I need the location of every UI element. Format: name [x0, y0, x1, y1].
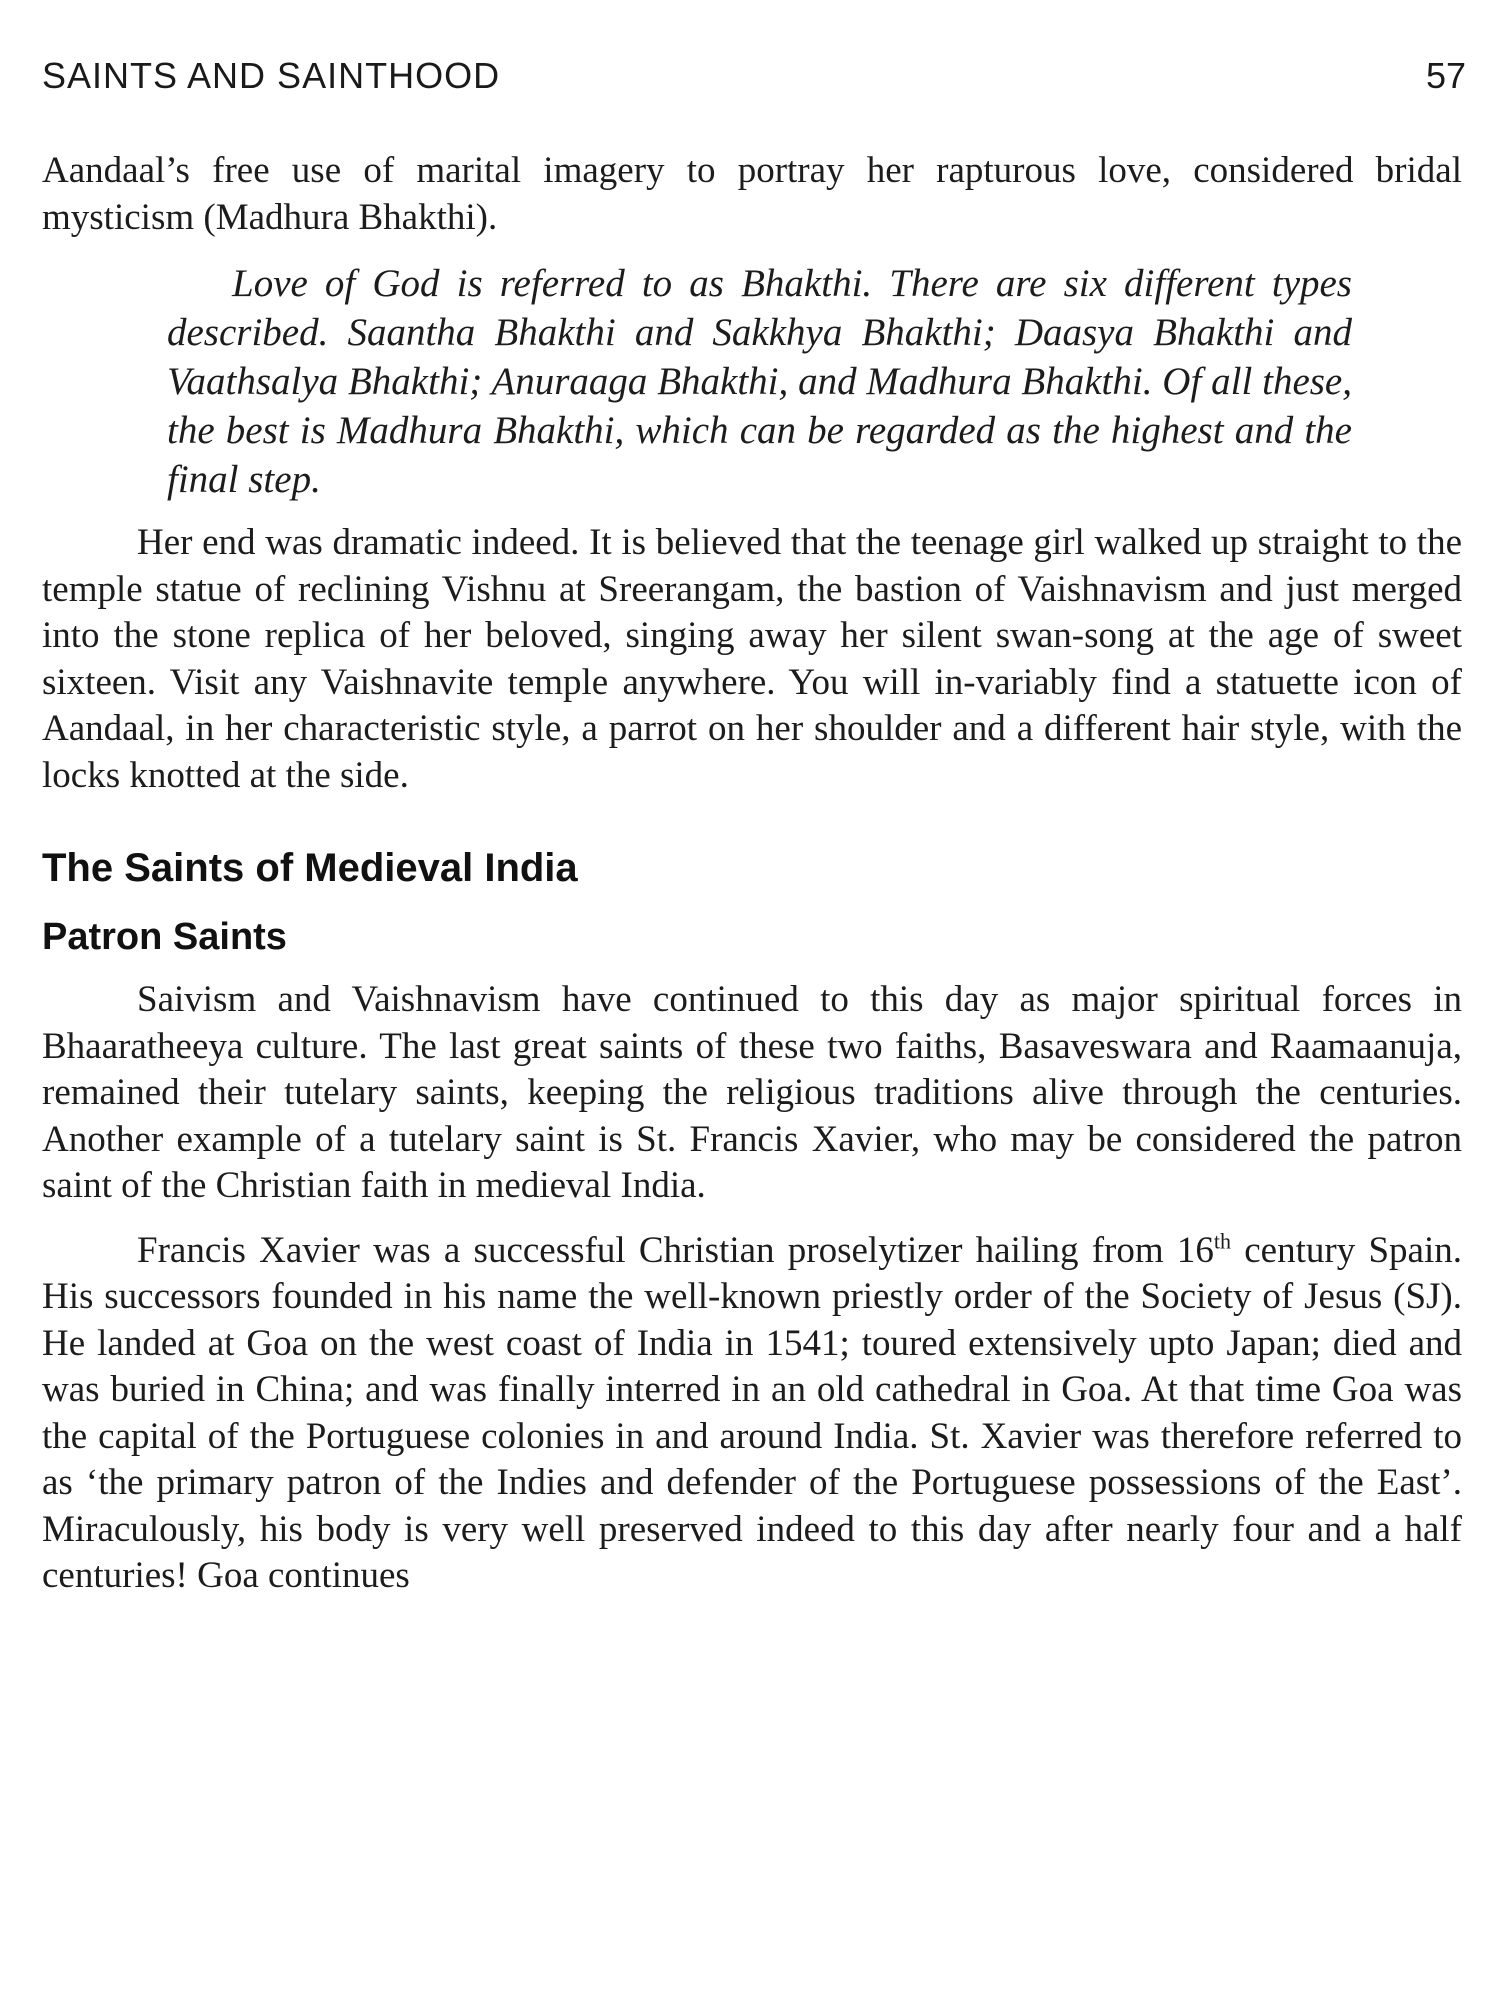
- xavier-text-part1: Francis Xavier was a successful Christian proselytizer hailing from 16: [137, 1229, 1214, 1271]
- xavier-paragraph: [42, 1228, 1462, 1600]
- sub-heading: Patron Saints: [42, 916, 287, 958]
- xavier-text-part2: century Spain. His successors founded in his name the well-known priestly order of the Society of Jesus (SJ). He landed at Goa on the west coast of India in 1541; toured extensively upto Japan; died and was buried in China; and was finally interred in an old cathedral in Goa. At that time Goa was the capital of the Portuguese colonies in and around India. St. Xavier was therefore referred to as ‘the primary patron of the Indies and defender of the Portuguese possessions of the East’. Miraculously, his body is very well preserved indeed to this day after nearly four and a half centuries! Goa continues: [42, 1229, 1462, 1596]
- page-number: 57: [1425, 55, 1466, 96]
- running-title: SAINTS AND SAINTHOOD: [42, 55, 501, 96]
- block-quote: [42, 259, 1462, 504]
- page-body: [42, 148, 1462, 1600]
- intro-paragraph: Aandaal’s free use of marital imagery to portray her rapturous love, considered bridal mysticism (Madhura Bhakthi).: [42, 150, 1462, 238]
- patron-paragraph: Saivism and Vaishnavism have continued to this day as major spiritual forces in Bhaaratheeya culture. The last great saints of these two faiths, Basaveswara and Raamaanuja, remained their tutelary saints, keeping the religious traditions alive through the centuries. Another example of a tutelary saint is St. Francis Xavier, who may be considered the patron saint of the Christian faith in medieval India.: [42, 979, 1462, 1206]
- end-paragraph: Her end was dramatic indeed. It is believed that the teenage girl walked up straight to the temple statue of reclining Vishnu at Sreerangam, the bastion of Vaishnavism and just merged into the stone replica of her beloved, singing away her silent swan-song at the age of sweet sixteen. Visit any Vaishnavite temple anywhere. You will in-variably find a statuette icon of Aandaal, in her characteristic style, a parrot on her shoulder and a different hair style, with the locks knotted at the side.: [42, 522, 1462, 796]
- quote-text: Love of God is referred to as Bhakthi. There are six different types described. Saantha Bhakthi and Sakkhya Bhakthi; Daasya Bhakthi and Vaathsalya Bhakthi; Anuraaga Bhakthi, and Madhura Bhakthi. Of all these, the best is Madhura Bhakthi, which can be regarded as the highest and the final step.: [167, 262, 1352, 501]
- section-heading: The Saints of Medieval India: [42, 846, 578, 890]
- ordinal-superscript: th: [1213, 1228, 1231, 1254]
